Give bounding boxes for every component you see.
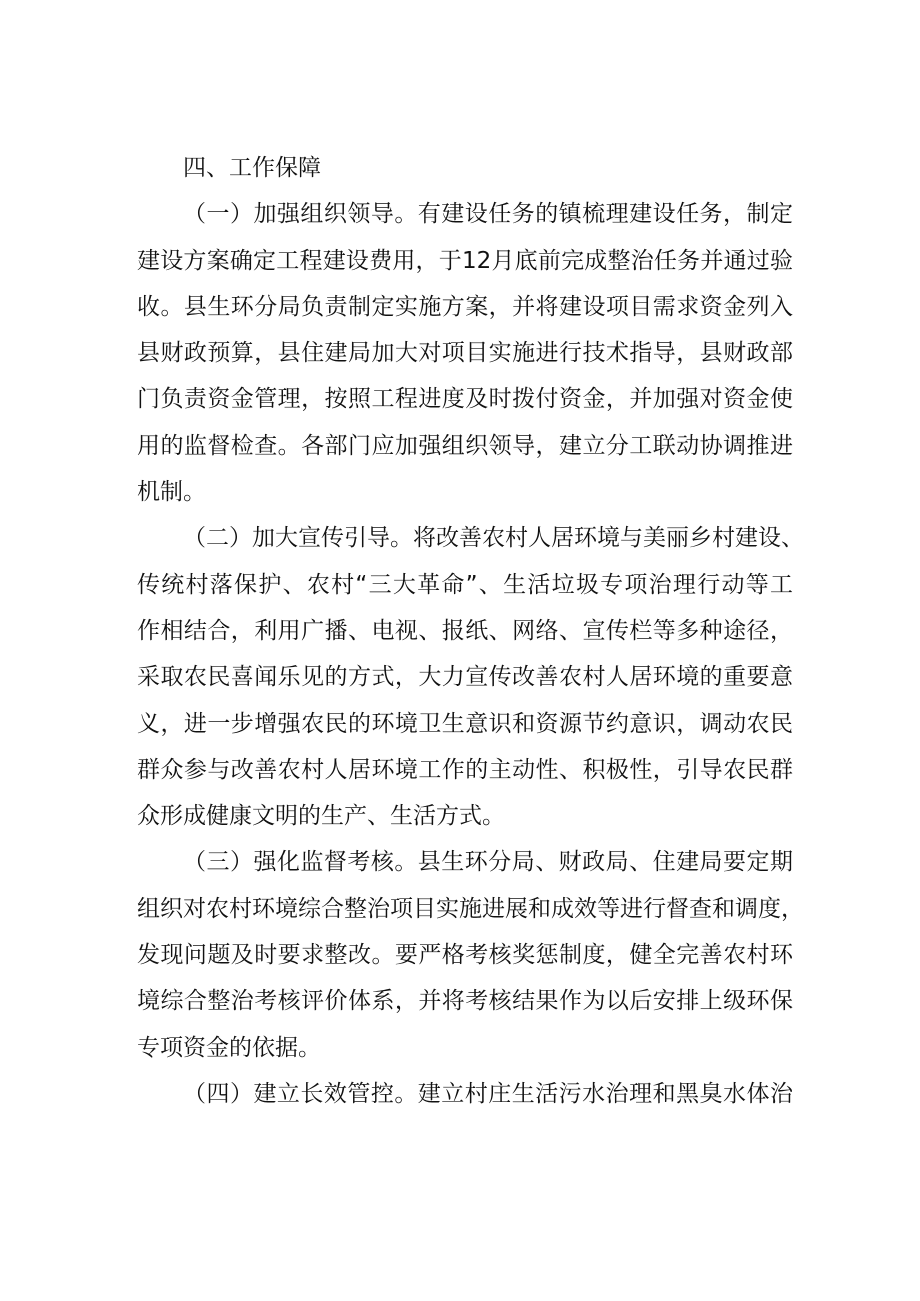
text-line: 用的监督检查。各部门应加强组织领导，建立分工联动协调推进	[137, 432, 793, 459]
text-line: 组织对农村环境综合整治项目实施进展和成效等进行督查和调度，	[137, 895, 804, 922]
text-line: （三）强化监督考核。县生环分局、财政局、住建局要定期	[183, 849, 793, 876]
text-line: 作相结合，利用广播、电视、报纸、网络、宣传栏等多种途径，	[137, 617, 793, 644]
text-line: 群众参与改善农村人居环境工作的主动性、积极性，引导农民群	[137, 756, 793, 783]
paragraph	[137, 515, 804, 839]
paragraph	[137, 191, 793, 515]
text-line: 境综合整治考核评价体系，并将考核结果作为以后安排上级环保	[137, 988, 793, 1015]
text-line: 建设方案确定工程建设费用，于12月底前完成整治任务并通过验	[137, 247, 793, 274]
text-line: （二）加大宣传引导。将改善农村人居环境与美丽乡村建设、	[183, 525, 804, 552]
text-line: 采取农民喜闻乐见的方式，大力宣传改善农村人居环境的重要意	[137, 664, 793, 691]
text-line: 收。县生环分局负责制定实施方案，并将建设项目需求资金列入	[137, 293, 793, 320]
text-line: （一）加强组织领导。有建设任务的镇梳理建设任务，制定	[183, 201, 793, 228]
text-line: 门负责资金管理，按照工程进度及时拨付资金，并加强对资金使	[137, 386, 793, 413]
document-page	[137, 145, 804, 1117]
text-line: 县财政预算，县住建局加大对项目实施进行技术指导，县财政部	[137, 340, 793, 367]
text-line: 传统村落保护、农村“三大革命”、生活垃圾专项治理行动等工	[137, 571, 793, 598]
text-line: （四）建立长效管控。建立村庄生活污水治理和黑臭水体治	[183, 1080, 793, 1107]
text-line: 机制。	[137, 479, 206, 506]
text-line: 发现问题及时要求整改。要严格考核奖惩制度，健全完善农村环	[137, 942, 793, 969]
text-line: 众形成健康文明的生产、生活方式。	[137, 803, 505, 830]
text-line: 义，进一步增强农民的环境卫生意识和资源节约意识，调动农民	[137, 710, 793, 737]
section-heading: 四、工作保障	[183, 155, 321, 181]
paragraph	[137, 839, 804, 1070]
text-line: 专项资金的依据。	[137, 1034, 321, 1061]
paragraph	[137, 1071, 793, 1117]
